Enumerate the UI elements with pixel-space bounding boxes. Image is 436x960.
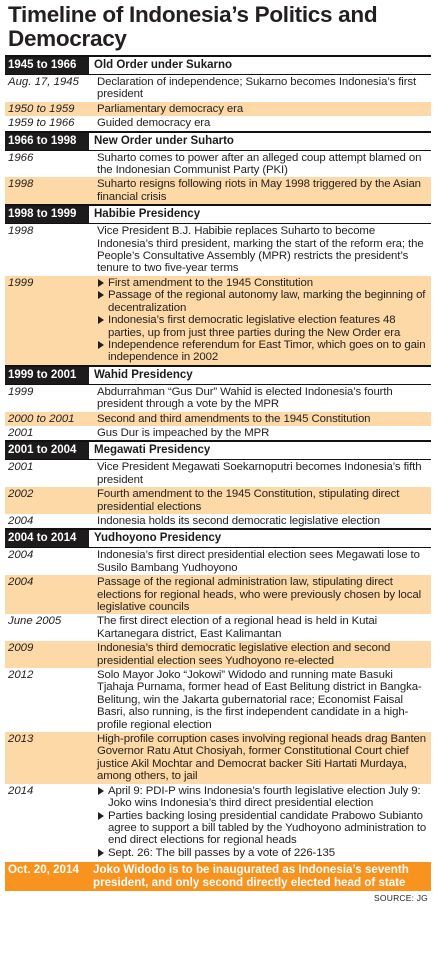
final-event-date: Oct. 20, 2014 (8, 863, 79, 877)
final-event-row (5, 862, 431, 891)
row-date: 2002 (8, 488, 34, 501)
timeline-row (5, 426, 431, 440)
era-title: Megawati Presidency (89, 442, 431, 459)
row-date: Aug. 17, 1945 (8, 76, 79, 88)
bullet-item: April 9: PDI-P wins Indonesia’s fourth legislative election July 9: Joko wins Indonesia’s third direct presidential election (97, 785, 427, 810)
timeline-row (5, 514, 431, 528)
row-date: 1998 (8, 225, 34, 238)
timeline-row (5, 412, 431, 426)
row-description: High-profile corruption cases involving regional heads drag Banten Governor Ratu Atut Chosiyah, former Constitutional Court chief justice Akil Mochtar and Democrat backer Siti Hartati Murdaya, among others, to jail (97, 733, 426, 783)
era-title: Wahid Presidency (89, 367, 431, 384)
timeline-sections (0, 55, 436, 860)
row-date: 1950 to 1959 (8, 102, 75, 115)
row-date: 2012 (8, 669, 34, 682)
row-date: 2001 (8, 461, 34, 474)
era-header (5, 365, 431, 385)
row-description: Solo Mayor Joko “Jokowi” Widodo and running mate Basuki Tjahaja Purnama, former head of East Belitung district in Bangka-Belitung, win the Jakarta gubernatorial race; Economist Faisal Basri, also running, is the first independent candidate in a high-profile regional election (97, 669, 422, 731)
timeline-row (5, 548, 431, 575)
row-description: Suharto resigns following riots in May 1998 triggered by the Asian financial crisis (97, 178, 421, 203)
row-description: Guided democracy era (97, 117, 211, 130)
timeline-row (5, 102, 431, 116)
era-section (5, 204, 431, 364)
row-date: 2013 (8, 733, 34, 746)
era-header (5, 55, 431, 75)
era-title: Yudhoyono Presidency (89, 530, 431, 547)
era-section (5, 365, 431, 441)
era-header (5, 204, 431, 224)
row-date: 2004 (8, 576, 34, 589)
era-header (5, 528, 431, 548)
final-event-text: Joko Widodo is to be inaugurated as Indonesia’s seventh president, and only second directly elected head of state (93, 863, 409, 889)
row-date: 2001 (8, 426, 34, 439)
timeline-row (5, 177, 431, 204)
era-title: Habibie Presidency (89, 206, 431, 223)
timeline-row (5, 385, 431, 412)
timeline-row (5, 614, 431, 641)
row-date: 1999 (8, 276, 34, 289)
row-date: 2009 (8, 642, 34, 655)
row-description: Fourth amendment to the 1945 Constitution, stipulating direct presidential elections (97, 488, 400, 513)
row-description: Declaration of independence; Sukarno becomes Indonesia’s first president (97, 76, 417, 101)
row-description: Gus Dur is impeached by the MPR (97, 426, 270, 439)
era-title: Old Order under Sukarno (89, 57, 431, 74)
row-description (93, 784, 431, 860)
timeline-row (5, 732, 431, 784)
row-description: Indonesia’s first direct presidential election sees Megawati lose to Susilo Bambang Yudhoyono (97, 549, 420, 574)
bullet-item: Sept. 26: The bill passes by a vote of 226-135 (97, 847, 427, 859)
row-description: Suharto comes to power after an alleged coup attempt blamed on the Indonesian Communist Party (PKI) (97, 151, 422, 177)
bullet-item: Independence referendum for East Timor, which goes on to gain independence in 2002 (97, 339, 427, 364)
era-section (5, 528, 431, 860)
timeline-row (5, 668, 431, 732)
era-period: 2001 to 2004 (5, 442, 89, 459)
row-date: 1999 (8, 385, 34, 398)
era-period: 1998 to 1999 (5, 206, 89, 223)
row-description: Indonesia’s third democratic legislative election and second presidential election sees Yudhoyono re-elected (97, 642, 391, 667)
row-date: 2004 (8, 549, 34, 562)
bullet-list (97, 785, 427, 859)
timeline-row (5, 460, 431, 487)
row-date: 1998 (8, 178, 34, 191)
timeline-row (5, 276, 431, 365)
row-description: Vice President B.J. Habibie replaces Suharto to become Indonesia’s third president, marking the start of the reform era; the People’s Consultative Assembly (MPR) restricts the president’s tenure to two five-year terms (97, 225, 424, 275)
row-date: 1966 (8, 151, 34, 164)
era-period: 1945 to 1966 (5, 57, 89, 74)
timeline-row (5, 151, 431, 178)
row-description: Second and third amendments to the 1945 Constitution (97, 412, 371, 425)
row-description: Passage of the regional administration law, stipulating direct elections for regional heads, who were previously chosen by local legislative councils (97, 576, 422, 613)
timeline-row (5, 784, 431, 860)
timeline-row (5, 487, 431, 514)
row-date: 1959 to 1966 (8, 117, 75, 130)
timeline-row (5, 116, 431, 130)
row-description: Abdurrahman “Gus Dur” Wahid is elected Indonesia’s fourth president through a vote by the MPR (97, 385, 393, 411)
era-header (5, 440, 431, 460)
era-section (5, 131, 431, 205)
title-line-2: Democracy (8, 26, 127, 51)
page-title (0, 0, 436, 55)
row-date: 2000 to 2001 (8, 412, 75, 425)
source-credit: SOURCE: JG (374, 893, 428, 904)
era-header (5, 131, 431, 151)
bullet-item: Passage of the regional autonomy law, marking the beginning of decentralization (97, 289, 427, 314)
row-date: 2004 (8, 514, 34, 527)
title-line-1: Timeline of Indonesia’s Politics and (8, 2, 378, 27)
timeline-row (5, 575, 431, 614)
bullet-list (97, 277, 427, 364)
bullet-item: First amendment to the 1945 Constitution (97, 277, 427, 289)
era-period: 1999 to 2001 (5, 367, 89, 384)
timeline-row (5, 641, 431, 668)
era-title: New Order under Suharto (89, 133, 431, 150)
row-date: 2014 (8, 784, 34, 797)
timeline-row (5, 75, 431, 102)
bullet-item: Indonesia’s first democratic legislative election features 48 parties, up from just three parties during the New Order era (97, 314, 427, 339)
row-description: Parliamentary democracy era (97, 102, 244, 115)
row-description: The first direct election of a regional head is held in Kutai Kartanegara district, East Kalimantan (97, 615, 378, 640)
era-section (5, 55, 431, 131)
era-period: 2004 to 2014 (5, 530, 89, 547)
bullet-item: Parties backing losing presidential candidate Prabowo Subianto agree to support a bill tabled by the Yudhoyono administration to end direct elections for regional heads (97, 810, 427, 847)
row-description: Vice President Megawati Soekarnoputri becomes Indonesia’s fifth president (97, 461, 422, 486)
era-section (5, 440, 431, 528)
row-description (93, 276, 431, 365)
era-period: 1966 to 1998 (5, 133, 89, 150)
row-date: June 2005 (8, 615, 62, 628)
row-description: Indonesia holds its second democratic legislative election (97, 514, 380, 527)
timeline-row (5, 224, 431, 276)
